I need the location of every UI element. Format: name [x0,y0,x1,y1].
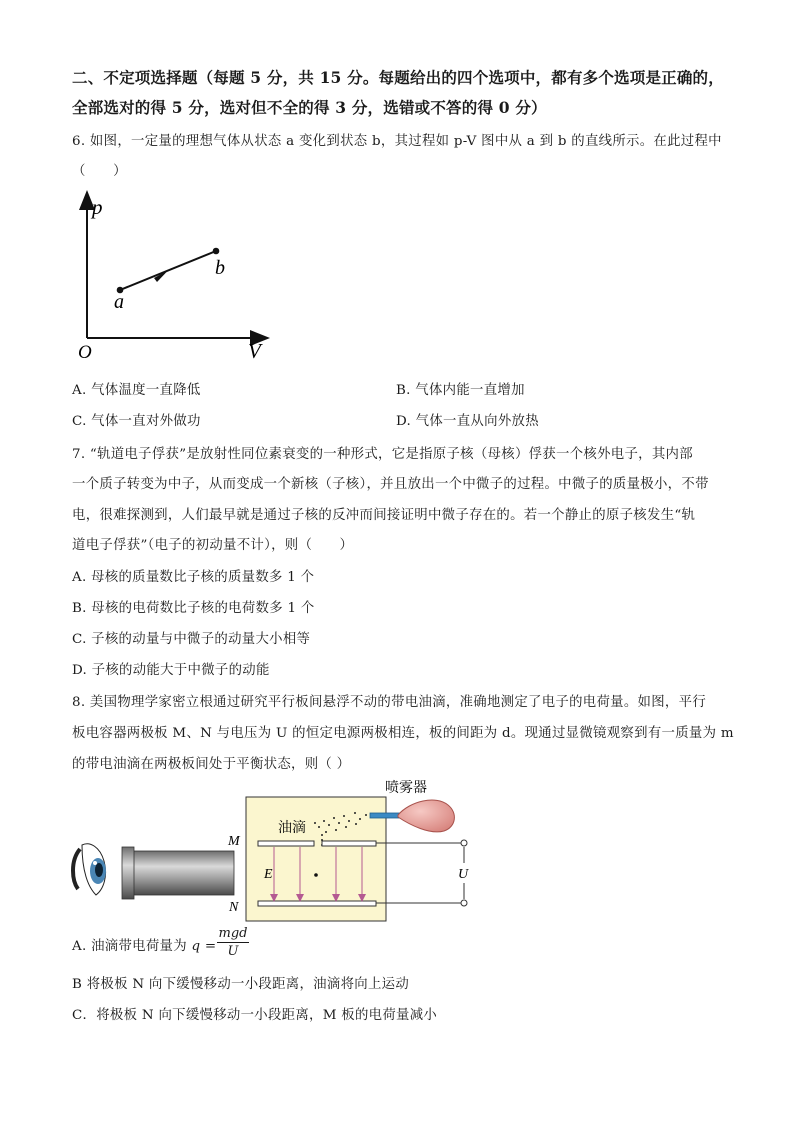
section-heading-line1: 二、不定项选择题（每题 5 分，共 15 分。每题给出的四个选项中，都有多个选项是正确的， [72,68,724,87]
terminal-top [461,840,467,846]
q6-stem-line1: 6. 如图，一定量的理想气体从状态 a 变化到状态 b，其过程如 p-V 图中从 a 到 b 的直线所示。在此过程中 [72,134,722,149]
section-heading-line2: 全部选对的得 5 分，选对但不全的得 3 分，选错或不答的得 0 分） [72,98,547,117]
q8-stem-line2: 板电容器两极板 M、N 与电压为 U 的恒定电源两极相连，板的间距为 d。现通过显微镜观察到有一质量为 m [72,726,734,741]
plate-n-label: N [229,900,239,915]
point-b-dot [213,248,220,255]
q7-option-d: D. 子核的动能大于中微子的动能 [72,663,270,678]
q8-option-a-prefix: A. 油滴带电荷量为 [72,939,192,954]
q6-option-c: C. 气体一直对外做功 [72,414,201,429]
q6-stem-line2: （ ） [72,164,127,179]
q8-fraction [215,926,251,960]
q8-option-a-q: q [191,939,201,954]
eye-icon [73,844,106,895]
plate-m-label: M [228,834,240,849]
q8-option-a [72,935,216,954]
sprayer-bulb-icon [398,800,454,832]
q7-option-b: B. 母核的电荷数比子核的电荷数多 1 个 [72,601,315,616]
pv-graph [70,190,280,370]
q6-option-a: A. 气体温度一直降低 [72,383,201,398]
v-axis-label: V [248,339,261,363]
plate-n [258,901,376,906]
q7-stem-line4: 道电子俘获”（电子的初动量不计），则（ ） [72,538,354,553]
origin-label: O [78,342,92,363]
q8-option-c: C．将极板 N 向下缓慢移动一小段距离，M 板的电荷量减小 [72,1008,438,1023]
sprayer-nozzle [370,813,400,818]
q7-stem-line2: 一个质子转变为中子，从而变成一个新核（子核），并且放出一个中微子的过程。中微子的质量极小，不带 [72,477,709,492]
q8-option-a-eq: = [200,939,217,954]
microscope-tube [130,851,234,895]
fraction-numerator: mgd [218,926,248,941]
microscope-eyepiece [122,847,134,899]
point-a-label: a [114,291,124,313]
suspended-drop [314,873,318,877]
oil-drop-label: 油滴 [278,821,306,836]
q7-stem-line1: 7. “轨道电子俘获”是放射性同位素衰变的一种形式，它是指原子核（母核）俘获一个核外电子，其内部 [72,447,693,462]
fraction-denominator: U [227,944,239,959]
q8-stem-line1: 8. 美国物理学家密立根通过研究平行板间悬浮不动的带电油滴，准确地测定了电子的电荷量。如图，平行 [72,695,707,710]
sprayer-label: 喷雾器 [385,781,427,796]
q6-option-d: D. 气体一直从向外放热 [396,414,539,429]
q7-option-a: A. 母核的质量数比子核的质量数多 1 个 [72,570,315,585]
millikan-apparatus-figure [60,775,490,923]
q6-option-b: B. 气体内能一直增加 [396,383,525,398]
plate-m-left [258,841,314,846]
circuit-wires [376,843,464,903]
plate-m-right [322,841,376,846]
q7-stem-line3: 电，很难探测到，人们最早就是通过子核的反冲而间接证明中微子存在的。若一个静止的原子核发生“轨 [72,508,696,523]
voltage-label: U [458,867,469,882]
p-axis-label: p [92,195,103,219]
q7-option-c: C. 子核的动量与中微子的动量大小相等 [72,632,311,647]
point-b-label: b [215,257,225,279]
terminal-bottom [461,900,467,906]
q8-option-b: B 将极板 N 向下缓慢移动一小段距离，油滴将向上运动 [72,977,410,992]
field-label: E [264,867,273,882]
q8-stem-line3: 的带电油滴在两极板间处于平衡状态，则（ ） [72,757,351,772]
